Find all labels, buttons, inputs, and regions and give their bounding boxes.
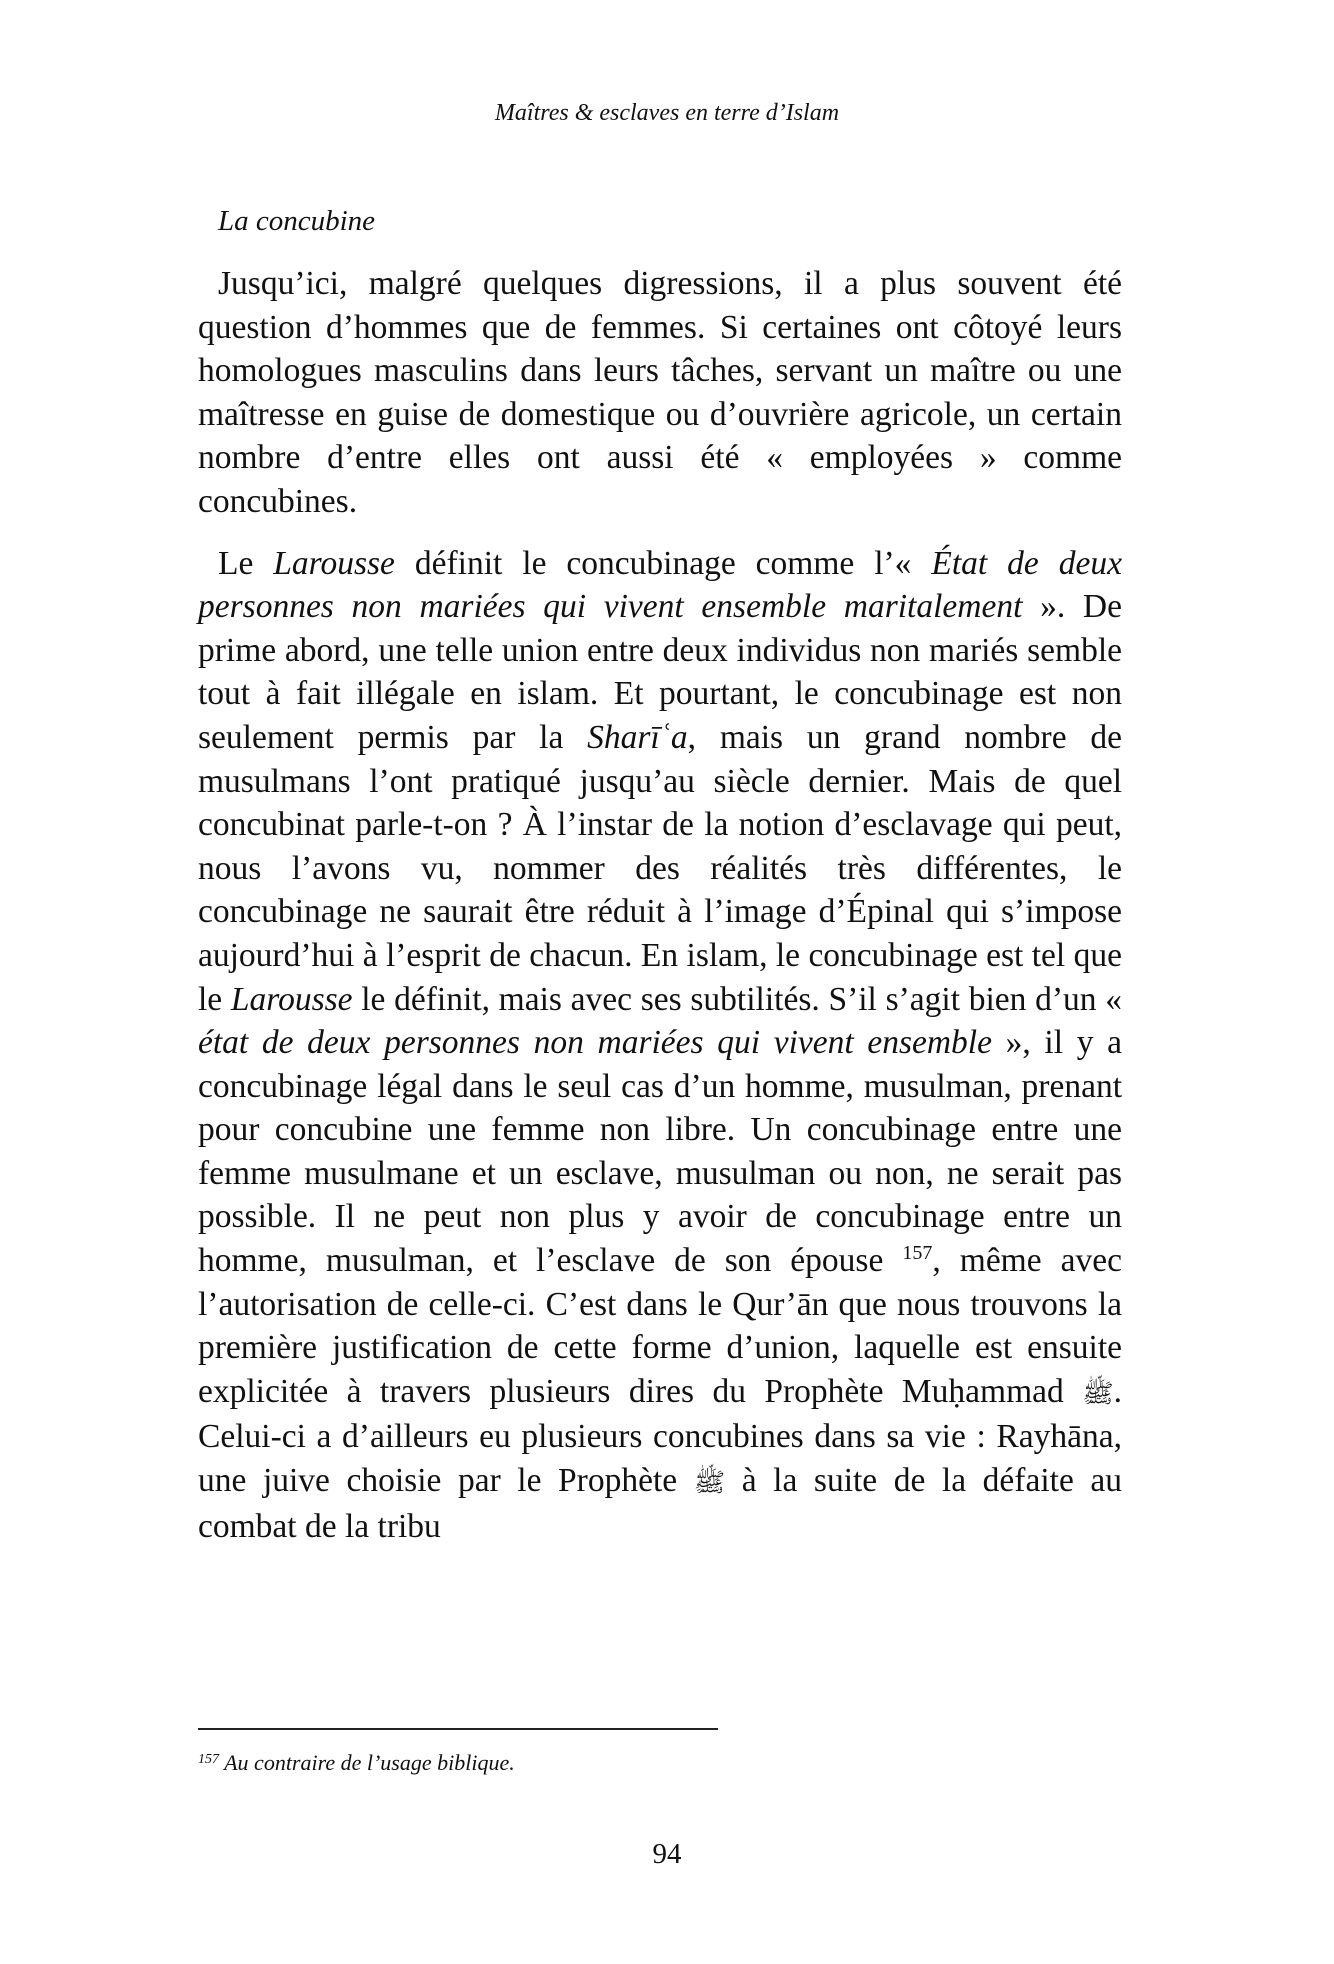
italic-text: Sharīʿa [587,718,688,756]
footnote-divider [198,1728,718,1730]
running-header: Maîtres & esclaves en terre d’Islam [494,100,840,126]
text-run: définit le concubinage comme l’« [394,544,932,582]
italic-text: état de deux personnes non mariées qui vivent ensemble [198,1024,992,1062]
text-run: à la suite de la défaite au combat de la tribu [198,1462,1123,1545]
text-run: », il y a concubinage légal dans le seul cas d’un homme, musulman, prenant pour concubine une femme non libre. Un concubinage entre une femme musulmane et un esclave, musulman ou non, ne serait pas possible. Il ne peut non plus y avoir de concubinage entre un homme, musulman, et l’esclave de son épouse [198,1024,1122,1280]
footnote [198,1750,515,1776]
text-run: , mais un grand nombre de musulmans l’ont pratiqué jusqu’au siècle dernier. Mais de quel concubinat parle-t-on ? À l’instar de la notion d’esclavage qui peut, nous l’avons vu, nommer des réalités très différentes, le concubinage ne saurait être réduit à l’image d’Épinal qui s’impose aujourd’hui à l’esprit de chacun. En islam, le concubinage est tel que le [198,718,1122,1018]
paragraph [198,262,1122,524]
footnote-text: Au contraire de l’usage biblique. [224,1750,515,1775]
text-run: ». De prime abord, une telle union entre deux individus non mariés semble tout à fait illégale en islam. Et pourtant, le concubinage est non seulement permis par la [198,588,1122,756]
text-run: le définit, mais avec ses subtilités. S’il s’agit bien d’un « [352,980,1122,1018]
footnote-reference[interactable]: 157 [902,1242,933,1265]
paragraph [198,542,1122,1549]
text-run: Le [218,544,274,582]
italic-text: Larousse [273,544,395,582]
italic-text: Larousse [230,980,353,1018]
section-title: La concubine [218,205,376,237]
italic-text: État de deux personnes non mariées qui vivent ensemble maritalement [198,544,1122,626]
salawat-icon: ﷺ [693,1468,726,1498]
text-run: Jusqu’ici, malgré quelques digressions, il a plus souvent été question d’hommes que de femmes. Si certaines ont côtoyé leurs homologues masculins dans leurs tâches, servant un maître ou une maîtresse en guise de domestique ou d’ouvrière agricole, un certain nombre d’entre elles ont aussi été « employées » comme concubines. [198,265,1122,520]
salawat-icon: ﷺ [1082,1378,1114,1408]
text-run: . Celui-ci a d’ailleurs eu plusieurs concubines dans sa vie : Rayhāna, une juive choisie par le Prophète [198,1372,1122,1500]
text-run: , même avec l’autorisation de celle-ci. C’est dans le Qur’ān que nous trouvons la première justification de cette forme d’union, laquelle est ensuite explicitée à travers plusieurs dires du Prophète Muḥammad [198,1242,1122,1410]
page-number: 94 [652,1838,682,1870]
body-text [198,262,1122,1566]
footnote-number: 157 [198,1752,219,1767]
